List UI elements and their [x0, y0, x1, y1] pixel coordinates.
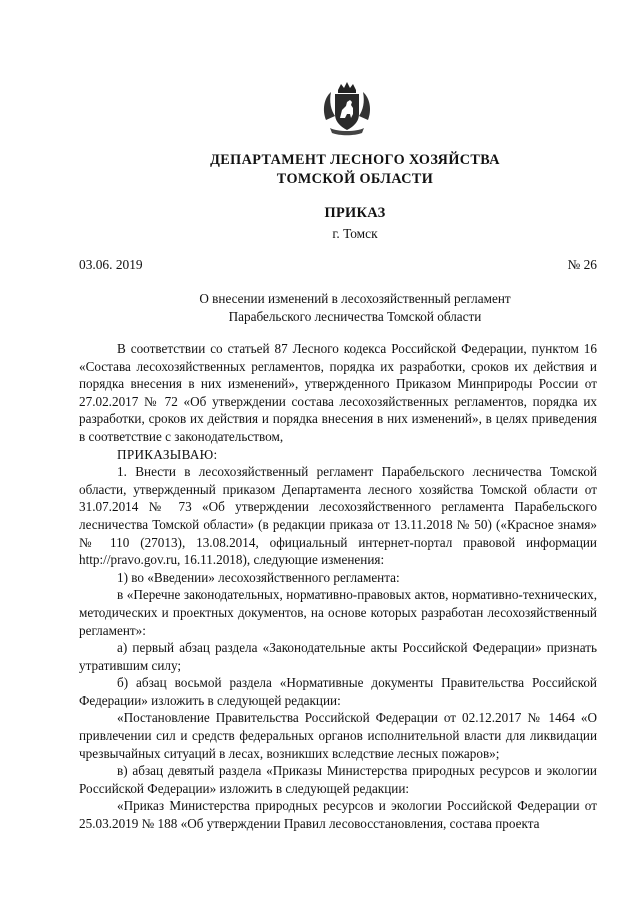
paragraph-list-intro: в «Перечне законодательных, нормативно-правовых актов, нормативно-технических, методических и проектных документов, на основе которых разработан лесохозяйственный регламент»:: [79, 587, 597, 638]
tomsk-region-coat-of-arms-icon: [322, 80, 372, 140]
order-body: [79, 340, 597, 833]
city: г. Томск: [332, 226, 378, 241]
paragraph-b: б) абзац восьмой раздела «Нормативные документы Правительства Российской Федерации» изложить в следующей редакции:: [79, 675, 597, 708]
paragraph-preamble: В соответствии со статьей 87 Лесного кодекса Российской Федерации, пунктом 16 «Состава лесохозяйственных регламентов, порядка их разработки, сроков их действия и порядка внесения в них изменений», утвержденного Приказом Минприроды России от 27.02.2017 № 72 «Об утверждении состава лесохозяйственных регламентов, порядка их разработки, сроков их действия и порядка внесения в них изменений», в целях приведения в соответствие с законодательством,: [79, 341, 597, 444]
order-title: ПРИКАЗ: [324, 205, 386, 221]
order-date: 03.06. 2019: [79, 257, 143, 272]
paragraph-a: а) первый абзац раздела «Законодательные акты Российской Федерации» признать утратившим силу;: [79, 640, 597, 673]
department-name-line2: ТОМСКОЙ ОБЛАСТИ: [276, 171, 434, 187]
paragraph-orders: ПРИКАЗЫВАЮ:: [117, 446, 218, 462]
subject-line1: О внесении изменений в лесохозяйственный регламент: [199, 291, 511, 306]
paragraph-c-quote: «Приказ Министерства природных ресурсов и экологии Российской Федерации от 25.03.2019 № 188 «Об утверждении Правил лесовосстановления, состава проекта: [79, 798, 597, 832]
paragraph-subitem-1: 1) во «Введении» лесохозяйственного регламента:: [117, 569, 400, 585]
order-number: № 26: [567, 257, 597, 272]
paragraph-b-quote: «Постановление Правительства Российской Федерации от 02.12.2017 № 1464 «О привлечении сил и средств федеральных органов исполнительной власти для ликвидации чрезвычайных ситуаций в лесах, возникших вследствие лесных пожаров»;: [79, 710, 597, 761]
paragraph-c: в) абзац девятый раздела «Приказы Министерства природных ресурсов и экологии Российской Федерации» изложить в следующей редакции:: [79, 763, 597, 796]
paragraph-item-1: 1. Внести в лесохозяйственный регламент Парабельского лесничества Томской области, утвержденный приказом Департамента лесного хозяйства Томской области от 31.07.2014 № 73 «Об утверждении лесохозяйственного регламента Парабельского лесничества Томской области» (в редакции приказа от 13.11.2018 № 50) («Красное знамя» № 110 (27013), 13.08.2014, официальный интернет-портал правовой информации http://pravo.gov.ru, 16.11.2018), следующие изменения:: [79, 464, 597, 568]
subject-line2: Парабельского лесничества Томской области: [228, 309, 482, 324]
department-name-line1: ДЕПАРТАМЕНТ ЛЕСНОГО ХОЗЯЙСТВА: [210, 152, 500, 168]
